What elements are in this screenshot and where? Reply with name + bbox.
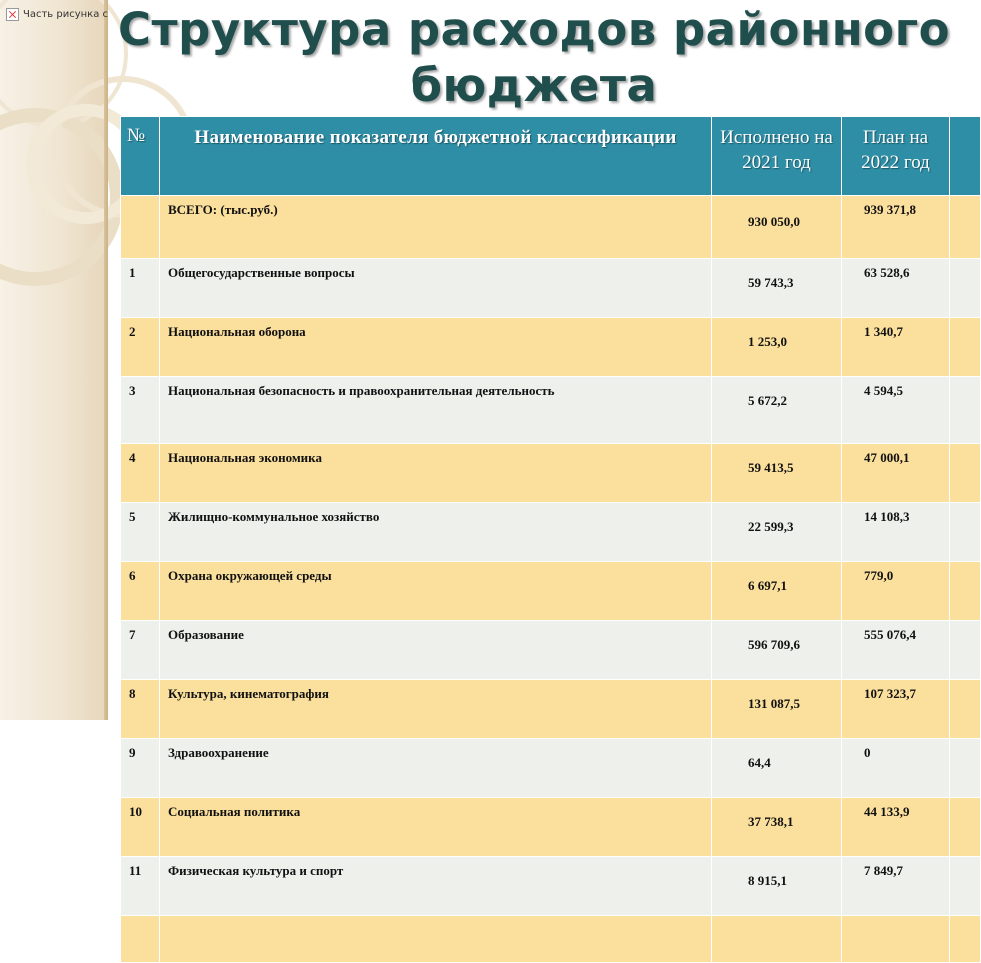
cell-plan: 0 <box>842 739 950 798</box>
cell-name: Здравоохранение <box>160 739 712 798</box>
broken-image-icon <box>6 8 19 21</box>
header-indicator-name: Наименование показателя бюджетной классификации <box>160 117 712 196</box>
cell-plan: 63 528,6 <box>842 259 950 318</box>
cell-number: 8 <box>121 680 160 739</box>
cell-cut-off <box>950 259 981 318</box>
cell-name: Национальная экономика <box>160 444 712 503</box>
cell-cut-off <box>950 680 981 739</box>
cell-number: 10 <box>121 798 160 857</box>
cell-number: 6 <box>121 562 160 621</box>
image-alt-text: Часть рисунка с <box>23 8 109 20</box>
table-row <box>121 562 981 621</box>
cell-executed: 6 697,1 <box>712 562 842 621</box>
cell-plan: 44 133,9 <box>842 798 950 857</box>
cell-number: 1 <box>121 259 160 318</box>
table-row <box>121 798 981 857</box>
cell-executed: 1 253,0 <box>712 318 842 377</box>
header-cut-off-column <box>950 117 981 196</box>
cell-name: Образование <box>160 621 712 680</box>
table-row <box>121 857 981 916</box>
cell-cut-off <box>950 857 981 916</box>
table-header-row <box>121 117 981 196</box>
cell-name: Физическая культура и спорт <box>160 857 712 916</box>
cell-number <box>121 196 160 259</box>
cell-number: 7 <box>121 621 160 680</box>
cell-plan: 7 849,7 <box>842 857 950 916</box>
cell-executed: 131 087,5 <box>712 680 842 739</box>
cell-cut-off <box>950 798 981 857</box>
cell-name <box>160 916 712 963</box>
cell-executed: 22 599,3 <box>712 503 842 562</box>
budget-table-container <box>120 116 960 888</box>
cell-name: Национальная безопасность и правоохранительная деятельность <box>160 377 712 444</box>
cell-plan: 4 594,5 <box>842 377 950 444</box>
header-plan-2022: План на 2022 год <box>842 117 950 196</box>
cell-cut-off <box>950 739 981 798</box>
cell-number: 2 <box>121 318 160 377</box>
budget-table <box>120 116 981 963</box>
cell-name: Общегосударственные вопросы <box>160 259 712 318</box>
cell-executed: 59 743,3 <box>712 259 842 318</box>
cell-executed: 5 672,2 <box>712 377 842 444</box>
table-row-partially-visible <box>121 916 981 963</box>
cell-number: 4 <box>121 444 160 503</box>
cell-plan: 47 000,1 <box>842 444 950 503</box>
cell-cut-off <box>950 562 981 621</box>
cell-cut-off <box>950 621 981 680</box>
cell-name: Культура, кинематография <box>160 680 712 739</box>
cell-number: 9 <box>121 739 160 798</box>
cell-name: ВСЕГО: (тыс.руб.) <box>160 196 712 259</box>
table-row <box>121 621 981 680</box>
table-row <box>121 377 981 444</box>
cell-plan: 779,0 <box>842 562 950 621</box>
header-executed-2021: Исполнено на 2021 год <box>712 117 842 196</box>
table-row <box>121 739 981 798</box>
cell-executed: 64,4 <box>712 739 842 798</box>
cell-number: 5 <box>121 503 160 562</box>
table-row <box>121 503 981 562</box>
cell-plan <box>842 916 950 963</box>
slide-title: Структура расходов районного бюджета <box>118 3 950 112</box>
cell-name: Социальная политика <box>160 798 712 857</box>
cell-cut-off <box>950 318 981 377</box>
table-row <box>121 318 981 377</box>
cell-plan: 14 108,3 <box>842 503 950 562</box>
cell-executed: 37 738,1 <box>712 798 842 857</box>
cell-executed <box>712 916 842 963</box>
cell-cut-off <box>950 377 981 444</box>
cell-executed: 59 413,5 <box>712 444 842 503</box>
decorative-side-panel <box>0 0 108 720</box>
cell-executed: 8 915,1 <box>712 857 842 916</box>
cell-number: 3 <box>121 377 160 444</box>
cell-name: Охрана окружающей среды <box>160 562 712 621</box>
cell-number: 11 <box>121 857 160 916</box>
table-row <box>121 444 981 503</box>
cell-name: Жилищно-коммунальное хозяйство <box>160 503 712 562</box>
cell-name: Национальная оборона <box>160 318 712 377</box>
cell-cut-off <box>950 503 981 562</box>
cell-cut-off <box>950 916 981 963</box>
cell-cut-off <box>950 444 981 503</box>
cell-number <box>121 916 160 963</box>
table-row <box>121 680 981 739</box>
cell-executed: 596 709,6 <box>712 621 842 680</box>
cell-executed: 930 050,0 <box>712 196 842 259</box>
broken-image-placeholder <box>6 6 109 22</box>
table-row <box>121 259 981 318</box>
cell-plan: 939 371,8 <box>842 196 950 259</box>
cell-plan: 1 340,7 <box>842 318 950 377</box>
cell-cut-off <box>950 196 981 259</box>
cell-plan: 107 323,7 <box>842 680 950 739</box>
header-number: № <box>121 117 160 196</box>
table-row-total <box>121 196 981 259</box>
cell-plan: 555 076,4 <box>842 621 950 680</box>
